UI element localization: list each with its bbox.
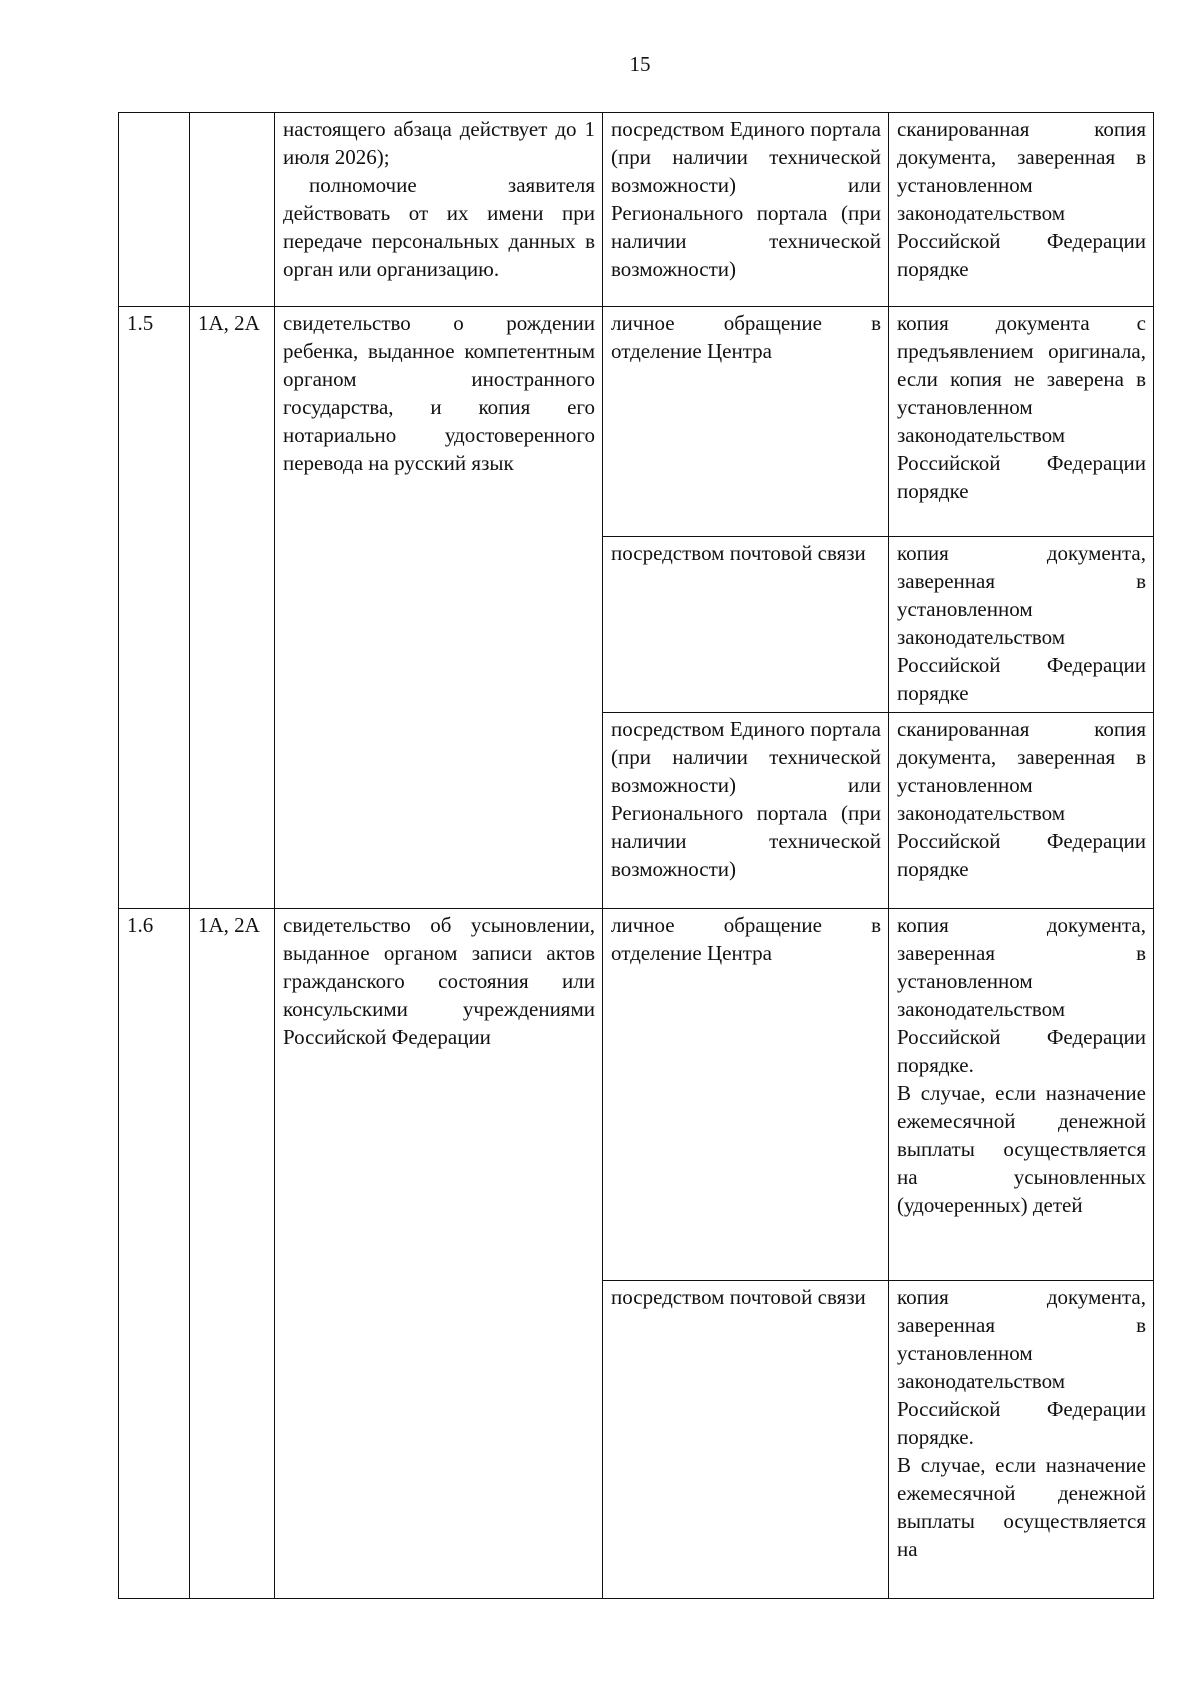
- row-number-cell: 1.6: [119, 909, 190, 1599]
- category-cell: [190, 113, 275, 307]
- document-form-note: В случае, если назначение ежемесячной денежной выплаты осуществляется на усыновленных (удочеренных) детей: [897, 1081, 1146, 1217]
- page-number: 15: [629, 52, 651, 76]
- document-cell: свидетельство о рождении ребенка, выданное компетентным органом иностранного государства, и копия его нотариально удостоверенного перевода на русский язык: [275, 307, 603, 909]
- document-cell: свидетельство об усыновлении, выданное органом записи актов гражданского состояния или консульскими учреждениями Российской Федерации: [275, 909, 603, 1599]
- category-cell: 1А, 2А: [190, 307, 275, 909]
- document-text: настоящего абзаца действует до 1 июля 2026);: [283, 117, 595, 169]
- submission-method-cell: посредством почтовой связи: [603, 1281, 889, 1599]
- submission-method-cell: личное обращение в отделение Центра: [603, 307, 889, 537]
- table-row: [119, 909, 1154, 1281]
- table-row: [119, 307, 1154, 537]
- document-form-cell: копия документа, заверенная в установленном законодательством Российской Федерации порядке: [889, 537, 1154, 713]
- document-cell: [275, 113, 603, 307]
- document-text: полномочие заявителя действовать от их имени при передаче персональных данных в орган или организацию.: [283, 173, 595, 281]
- document-form-cell: [889, 1281, 1154, 1599]
- document-form-note: В случае, если назначение ежемесячной денежной выплаты осуществляется на: [897, 1453, 1146, 1561]
- category-cell: 1А, 2А: [190, 909, 275, 1599]
- documents-table: [118, 112, 1154, 1599]
- document-form-text: копия документа, заверенная в установленном законодательством Российской Федерации порядке.: [897, 913, 1146, 1077]
- document-form-cell: [889, 909, 1154, 1281]
- row-number-cell: [119, 113, 190, 307]
- submission-method-cell: посредством Единого портала (при наличии технической возможности) или Регионального портала (при наличии технической возможности): [603, 713, 889, 909]
- submission-method-cell: посредством почтовой связи: [603, 537, 889, 713]
- document-form-cell: сканированная копия документа, заверенная в установленном законодательством Российской Федерации порядке: [889, 713, 1154, 909]
- submission-method-cell: личное обращение в отделение Центра: [603, 909, 889, 1281]
- document-form-text: копия документа, заверенная в установленном законодательством Российской Федерации порядке.: [897, 1285, 1146, 1449]
- row-number-cell: 1.5: [119, 307, 190, 909]
- document-form-cell: копия документа с предъявлением оригинала, если копия не заверена в установленном законодательством Российской Федерации порядке: [889, 307, 1154, 537]
- table-row: [119, 113, 1154, 307]
- submission-method-cell: посредством Единого портала (при наличии технической возможности) или Регионального портала (при наличии технической возможности): [603, 113, 889, 307]
- document-form-cell: сканированная копия документа, заверенная в установленном законодательством Российской Федерации порядке: [889, 113, 1154, 307]
